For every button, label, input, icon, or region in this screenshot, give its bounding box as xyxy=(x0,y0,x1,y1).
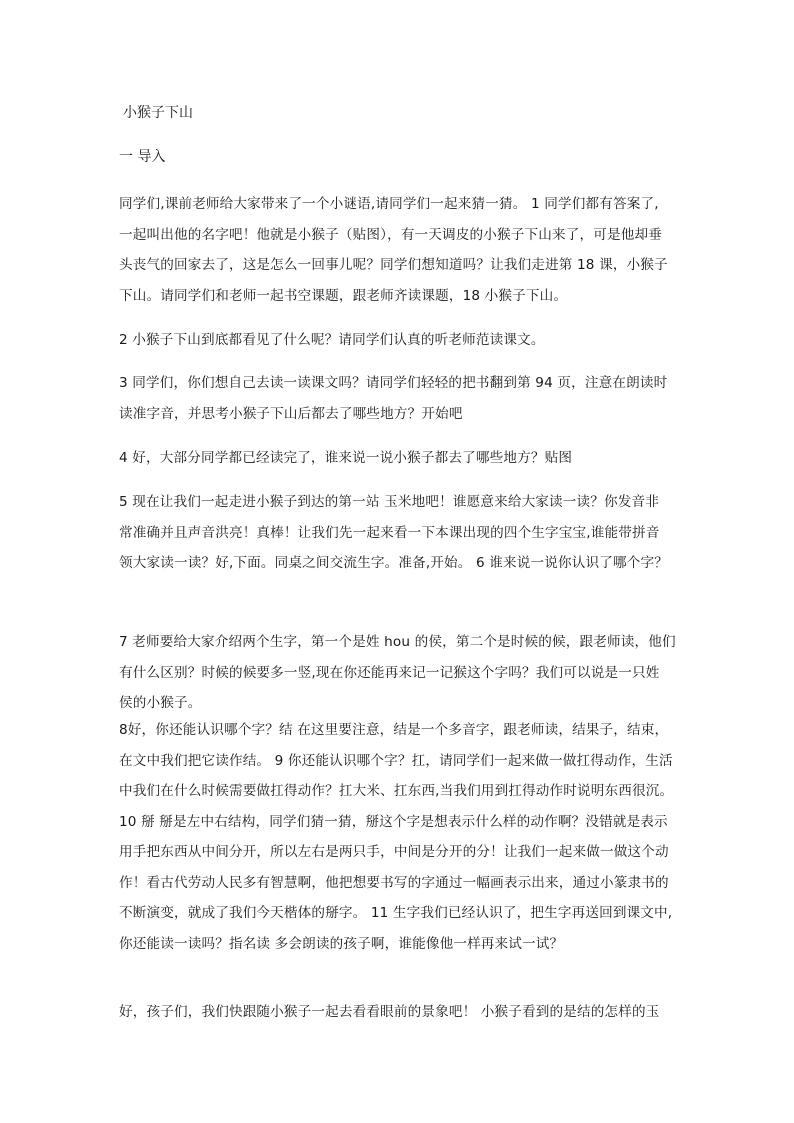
paragraph-8 xyxy=(119,997,679,1028)
paragraph-1 xyxy=(119,189,679,311)
text-line: 你还能读一读吗？指名读 多会朗读的孩子啊，谁能像他一样再来试一试？ xyxy=(119,935,564,952)
text-line: 一起叫出他的名字吧！他就是小猴子（贴图），有一天调皮的小猴子下山来了，可是他却垂 xyxy=(119,226,662,243)
text-line: 5 现在让我们一起走进小猴子到达的第一站 玉米地吧！谁愿意来给大家读一读？你发音非 xyxy=(119,494,660,510)
text-line: 3 同学们，你们想自己去读一读课文吗？请同学们轻轻的把书翻到第 94 页，注意在朗读时 xyxy=(119,375,668,391)
text-line: 7 老师要给大家介绍两个生字，第一个是姓 hou 的侯，第二个是时候的候，跟老师读，他们 xyxy=(119,634,676,650)
text-line: 10 掰 掰是左中右结构，同学们猜一猜，掰这个字是想表示什么样的动作啊？没错就是表示 xyxy=(119,813,668,830)
text-line: 作！看古代劳动人民多有智慧啊，他把想要书写的字通过一幅画表示出来，通过小篆隶书的 xyxy=(119,874,669,891)
document-title: 小猴子下山 xyxy=(123,105,193,121)
text-line: 下山。请同学们和老师一起书空课题，跟老师齐读课题，18 小猴子下山。 xyxy=(119,287,568,304)
paragraph-6 xyxy=(119,627,679,719)
text-line: 不断演变，就成了我们今天楷体的掰字。 11 生字我们已经认识了，把生字再送回到课文中, xyxy=(119,905,673,921)
section-heading: 一 导入 xyxy=(119,149,166,165)
text-line: 读准字音，并思考小猴子下山后都去了哪些地方？开始吧 xyxy=(119,405,463,422)
text-line: 用手把东西从中间分开，所以左右是两只手，中间是分开的分！让我们一起来做一做这个动 xyxy=(119,844,669,860)
text-line: 常准确并且声音洪亮！真棒！让我们先一起来看一下本课出现的四个生字宝宝,谁能带拼音 xyxy=(119,524,660,541)
text-line: 同学们,课前老师给大家带来了一个小谜语,请同学们一起来猜一猜。 1 同学们都有答案了, xyxy=(119,196,659,212)
paragraph-2 xyxy=(119,325,679,356)
text-line: 2 小猴子下山到底都看见了什么呢？请同学们认真的听老师范读课文。 xyxy=(119,332,545,348)
text-line: 侯的小猴子。 xyxy=(119,695,202,711)
paragraph-7 xyxy=(119,715,679,959)
text-line: 中我们在什么时候需要做扛得动作？扛大米、扛东西,当我们用到扛得动作时说明东西很沉。 xyxy=(119,783,674,799)
text-line: 头丧气的回家去了，这是怎么一回事儿呢？同学们想知道吗？让我们走进第 18 课，小猴子 xyxy=(119,257,668,273)
text-line: 8好，你还能认识哪个字？结 在这里要注意，结是一个多音字，跟老师读，结果子，结束， xyxy=(119,722,669,738)
text-line: 好，孩子们，我们快跟随小猴子一起去看看眼前的景象吧！ 小猴子看到的是结的怎样的玉 xyxy=(119,1004,660,1020)
text-line: 在文中我们把它读作结。 9 你还能认识哪个字？扛，请同学们一起来做一做扛得动作，生活 xyxy=(119,752,673,769)
paragraph-4 xyxy=(119,443,679,474)
text-line: 有什么区别？时候的候要多一竖,现在你还能再来记一记猴这个字吗？我们可以说是一只姓 xyxy=(119,664,660,681)
text-line: 领大家读一读？好,下面。同桌之间交流生字。准备,开始。 6 谁来说一说你认识了哪个字？ xyxy=(119,555,668,571)
paragraph-3 xyxy=(119,368,679,429)
paragraph-5 xyxy=(119,487,679,579)
text-line: 4 好，大部分同学都已经读完了，谁来说一说小猴子都去了哪些地方？贴图 xyxy=(119,450,573,466)
